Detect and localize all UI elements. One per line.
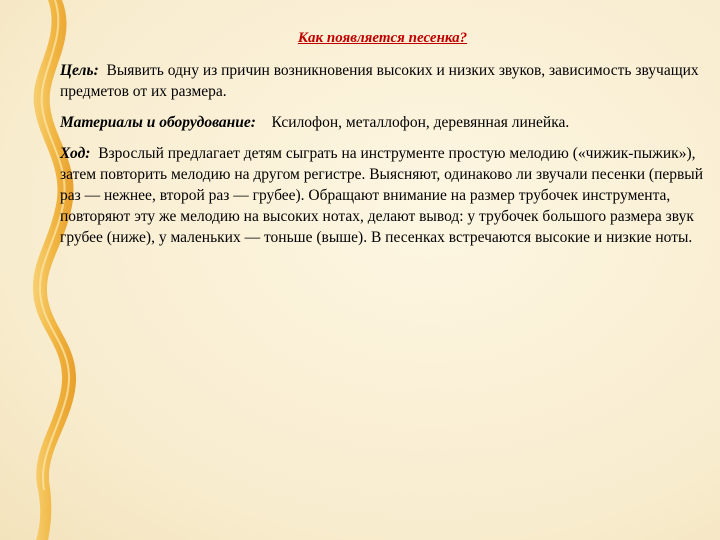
page-title: Как появляется песенка?: [297, 30, 468, 46]
content-area: [60, 30, 705, 258]
materials-paragraph: [60, 112, 705, 133]
goal-text: Выявить одну из причин возникновения высоких и низких звуков, зависимость звучащих предметов от их размера.: [60, 62, 699, 100]
goal-label: Цель:: [60, 62, 99, 79]
materials-text: Ксилофон, металлофон, деревянная линейка.: [271, 114, 570, 131]
procedure-paragraph: [60, 143, 705, 248]
procedure-text: Взрослый предлагает детям сыграть на инструменте простую мелодию («чижик-пыжик»), затем повторить мелодию на другом регистре. Выясняют, одинаково ли звучали песенки (первый раз — нежнее, второй раз — грубее). Обращают внимание на размер трубочек инструмента, повторяют эту же мелодию на высоких нотах, делают вывод: у трубочек большого размера звук грубее (ниже), у маленьких — тоньше (выше). В песенках встречаются высокие и низкие ноты.: [60, 145, 704, 246]
procedure-label: Ход:: [60, 145, 91, 162]
goal-paragraph: [60, 60, 705, 102]
materials-label: Материалы и оборудование:: [60, 114, 256, 131]
